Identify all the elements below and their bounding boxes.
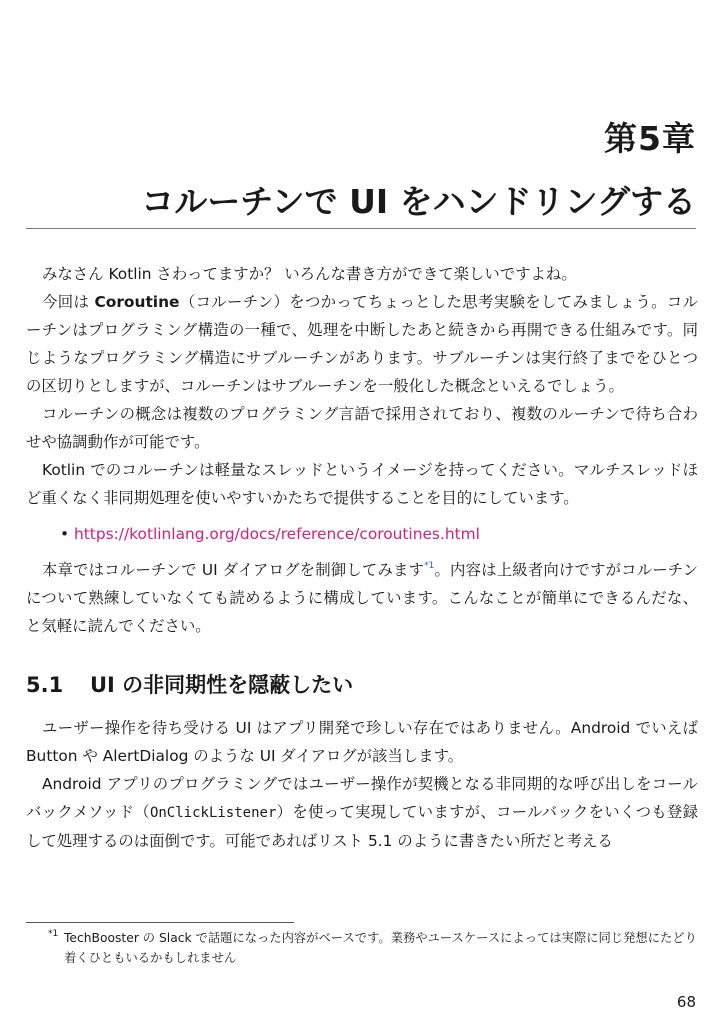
section-number: 5.1: [26, 673, 64, 697]
intro-paragraph-5-lead: 本章ではコルーチンで UI ダイアログを制御してみます: [42, 561, 425, 579]
footnote-divider: [26, 922, 294, 923]
section-heading: [26, 670, 698, 700]
intro-paragraph-2: [26, 288, 698, 400]
chapter-body: [26, 260, 698, 855]
section-title: UI の非同期性を隠蔽したい: [90, 673, 354, 697]
intro-paragraph-1: みなさん Kotlin さわってますか？ いろんな書き方ができて楽しいですよね。: [42, 265, 577, 283]
page-number: 68: [676, 993, 696, 1011]
coroutine-keyword: Coroutine: [94, 293, 180, 311]
footnote-text: TechBooster の Slack で話題になった内容がベースです。業務やユースケースによっては実際に同じ発想にたどり着くひともいるかもしれません: [64, 931, 697, 965]
list-item: [60, 520, 698, 548]
section-paragraph-1: ユーザー操作を待ち受ける UI はアプリ開発で珍しい存在ではありません。Android でいえば Button や AlertDialog のような UI ダイアログが該当します。: [26, 719, 698, 765]
kotlin-coroutines-link[interactable]: https://kotlinlang.org/docs/reference/coroutines.html: [74, 525, 480, 543]
footnote: [26, 928, 698, 968]
intro-paragraph-2-rest: （コルーチン）をつかってちょっとした思考実験をしてみましょう。コルーチンはプログラミング構造の一種で、処理を中断したあと続きから再開できる仕組みです。同じようなプログラミング構造にサブルーチンがあります。サブルーチンは実行終了までをひとつの区切りとしますが、コルーチンはサブルーチンを一般化した概念といえるでしょう。: [26, 293, 698, 395]
chapter-title: コルーチンで UI をハンドリングする: [141, 182, 696, 221]
intro-paragraph-5: [26, 556, 698, 640]
reference-link-list: [26, 520, 698, 548]
chapter-divider: [26, 228, 696, 229]
footnote-mark: *1: [48, 929, 59, 939]
intro-paragraph-4: Kotlin でのコルーチンは軽量なスレッドというイメージを持ってください。マルチスレッドほど重くなく非同期処理を使いやすいかたちで提供することを目的にしています。: [26, 461, 698, 507]
intro-paragraph-5-rest: 。内容は上級者向けですがコルーチンについて熟練していなくても読めるように構成しています。こんなことが簡単にできるんだな、と気軽に読んでください。: [26, 561, 698, 635]
intro-paragraph-2-lead: 今回は: [42, 293, 95, 311]
footnote-reference[interactable]: *1: [424, 561, 435, 571]
section-paragraph-2: [26, 770, 698, 855]
section-paragraph-2-rest: ）を使って実現していますが、コールバックをいくつも登録して処理するのは面倒です。可能であればリスト 5.1 のように書きたい所だと考える: [26, 803, 698, 850]
section-paragraph-2-lead: Android アプリのプログラミングではユーザー操作が契機となる非同期的な呼び出しをコールバックメソッド（: [26, 775, 698, 821]
onclicklistener-code: OnClickListener: [149, 805, 277, 821]
intro-paragraph-3: コルーチンの概念は複数のプログラミング言語で採用されており、複数のルーチンで待ち合わせや協調動作が可能です。: [26, 405, 698, 451]
chapter-number: 第5章: [604, 119, 696, 158]
